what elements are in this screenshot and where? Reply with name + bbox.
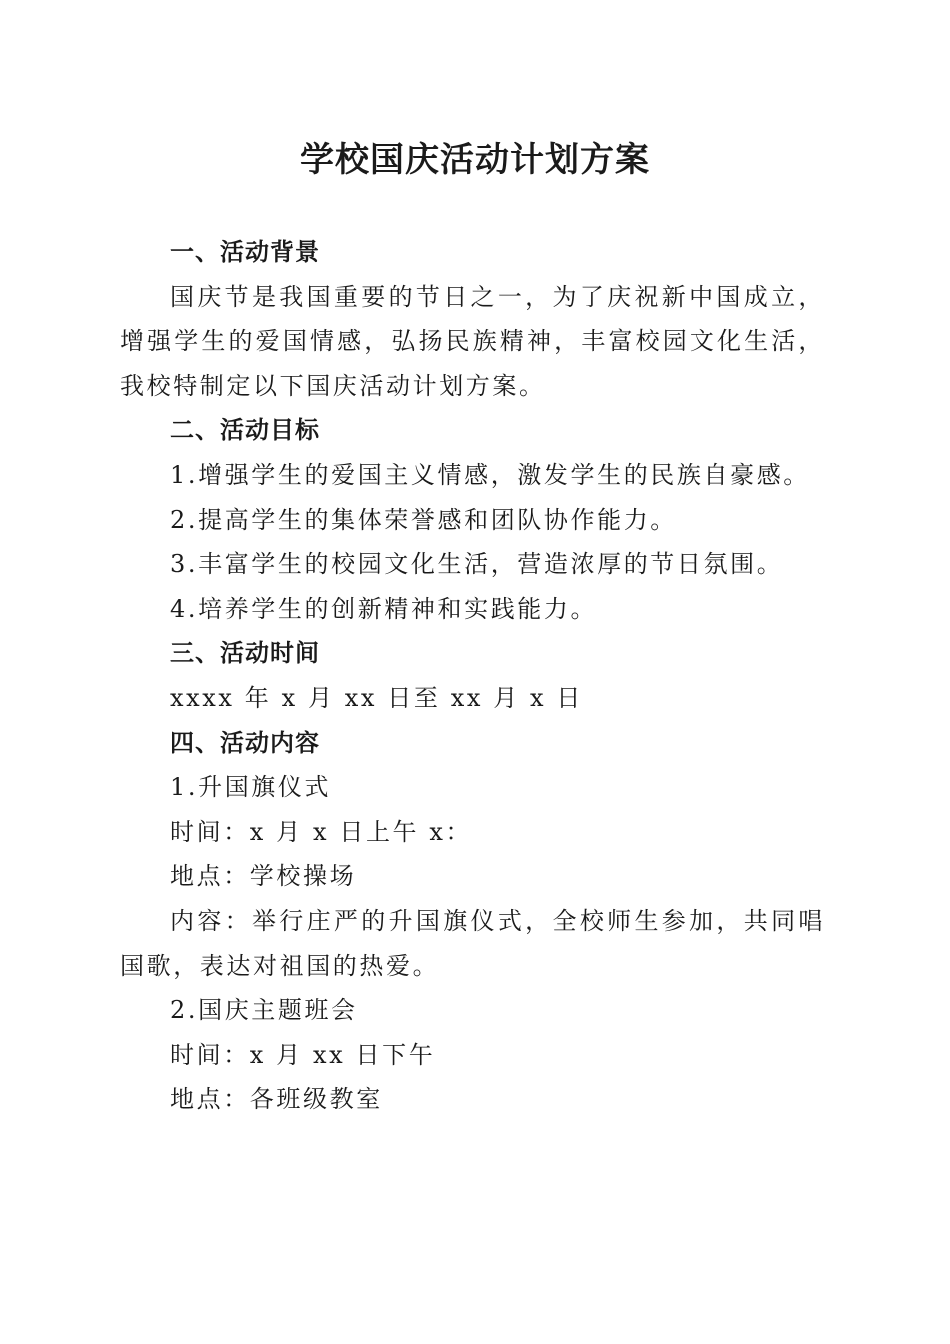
activity-1-title: 1.升国旗仪式: [170, 773, 332, 802]
section-heading-content: 四、活动内容: [170, 728, 320, 757]
activity-2-time: 时间：x 月 xx 日下午: [170, 1040, 436, 1069]
activity-1-detail: 内容：举行庄严的升国旗仪式，全校师生参加，共同唱国歌，表达对祖国的热爱。: [120, 906, 825, 980]
activity-2-title: 2.国庆主题班会: [170, 996, 358, 1025]
goal-item-3: 3.丰富学生的校园文化生活，营造浓厚的节日氛围。: [170, 550, 784, 579]
goal-item-2: 2.提高学生的集体荣誉感和团队协作能力。: [170, 505, 677, 534]
section-heading-time: 三、活动时间: [170, 639, 320, 668]
goal-item-4: 4.培养学生的创新精神和实践能力。: [170, 594, 598, 623]
section-heading-background: 一、活动背景: [170, 238, 320, 266]
activity-1-place: 地点：学校操场: [170, 862, 357, 891]
activity-2-place: 地点：各班级教室: [170, 1085, 383, 1114]
document-body: [120, 230, 825, 1122]
document-title: 学校国庆活动计划方案: [300, 140, 650, 180]
activity-date-range: xxxx 年 x 月 xx 日至 xx 月 x 日: [170, 683, 584, 712]
background-paragraph: 国庆节是我国重要的节日之一，为了庆祝新中国成立，增强学生的爱国情感，弘扬民族精神，丰富校园文化生活，我校特制定以下国庆活动计划方案。: [120, 282, 825, 400]
section-heading-goals: 二、活动目标: [170, 416, 320, 445]
activity-1-time: 时间：x 月 x 日上午 x：: [170, 817, 473, 846]
goal-item-1: 1.增强学生的爱国主义情感，激发学生的民族自豪感。: [170, 460, 810, 489]
